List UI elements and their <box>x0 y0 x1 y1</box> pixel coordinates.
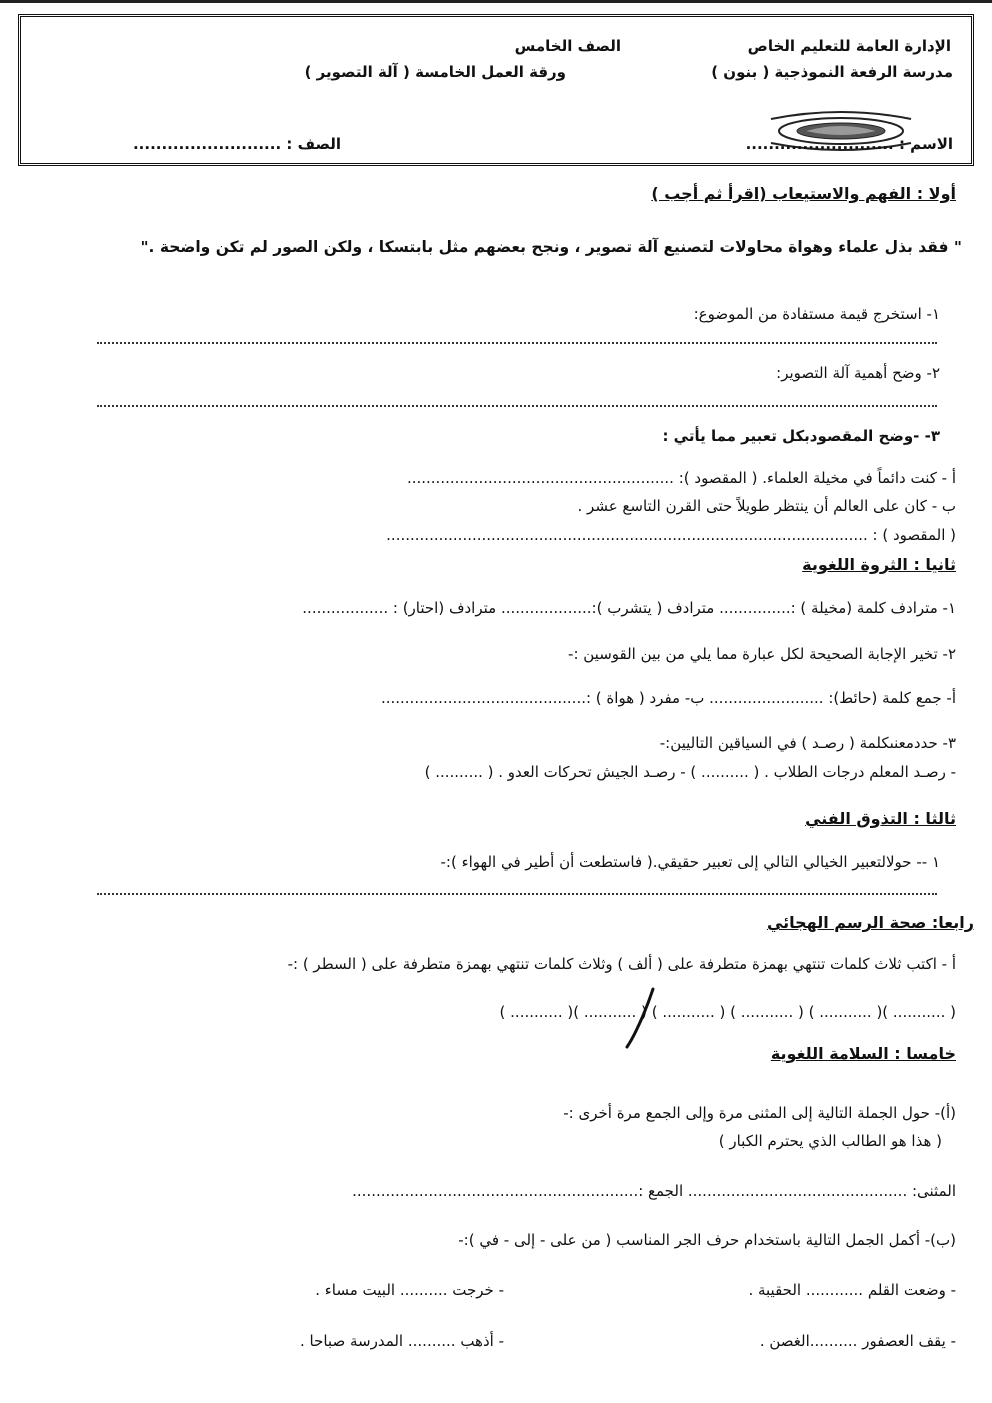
slash-mark-icon <box>615 985 665 1050</box>
section-5-title: خامسا : السلامة اللغوية <box>770 1044 956 1063</box>
hamza-blanks[interactable]: ( ........... )( ........... ) ( ........... ) ( ........... ) ( ........... )( ........... ) <box>499 1003 956 1021</box>
grade-label: الصف الخامس <box>514 37 621 55</box>
question-2-2-items[interactable]: أ- جمع كلمة (حائط): ........................ ب- مفرد ( هواة ) :........................................... <box>380 689 956 707</box>
section-2-title: ثانيا : الثروة اللغوية <box>802 555 956 574</box>
answer-line[interactable] <box>97 405 937 407</box>
question-5-b-r2c1[interactable]: - يقف العصفور ..........الغصن . <box>759 1332 956 1350</box>
question-1-2: ٢- وضح أهمية آلة التصوير: <box>776 364 940 382</box>
reading-passage: " فقد بذل علماء وهواة محاولات لتصنيع آلة تصوير ، ونجح بعضهم مثل بابتسكا ، ولكن الصور لم تكن واضحة ." <box>140 238 962 256</box>
question-3-1: ١ -- حولالتعبير الخيالي التالي إلى تعبير حقيقي.( فاستطعت أن أطير في الهواء ):- <box>440 853 940 871</box>
question-5-a-sentence: ( هذا هو الطالب الذي يحترم الكبار ) <box>718 1132 942 1150</box>
question-1-3-b: ب - كان على العالم أن ينتظر طويلاً حتى القرن التاسع عشر . <box>577 497 956 515</box>
section-4-title: رابعا: صحة الرسم الهجائي <box>766 913 974 932</box>
worksheet-title: ورقة العمل الخامسة ( آلة التصوير ) <box>304 63 566 81</box>
admin-title: الإدارة العامة للتعليم الخاص <box>747 37 951 55</box>
question-5-b-r1c1[interactable]: - وضعت القلم ............ الحقيبة . <box>748 1281 956 1299</box>
top-rule <box>0 0 992 3</box>
section-1-title: أولا : الفهم والاستيعاب (اقرأ ثم أجب ) <box>651 184 956 203</box>
school-name: مدرسة الرفعة النموذجية ( بنون ) <box>711 63 953 81</box>
question-5-b: (ب)- أكمل الجمل التالية باستخدام حرف الجر المناسب ( من على - إلى - في ):- <box>458 1231 956 1249</box>
question-5-a-answer[interactable]: المثنى: .............................................. الجمع :............................................................ <box>352 1182 956 1200</box>
answer-line[interactable] <box>97 893 937 895</box>
question-1-1: ١- استخرج قيمة مستفادة من الموضوع: <box>693 305 940 323</box>
question-5-b-r1c2[interactable]: - خرجت .......... البيت مساء . <box>315 1281 504 1299</box>
question-2-3-items[interactable]: - رصـد المعلم درجات الطلاب . ( .......... ) - رصـد الجيش تحركات العدو . ( .......... ) <box>424 763 956 781</box>
answer-line[interactable] <box>97 342 937 344</box>
question-1-3: ٣- -وضح المقصودبكل تعبير مما يأتي : <box>662 427 940 445</box>
header-box <box>18 14 974 166</box>
question-1-3-b-meaning[interactable]: ( المقصود ) : ..................................................................................................... <box>386 526 956 544</box>
class-field[interactable]: الصف : .......................... <box>132 135 341 153</box>
question-5-b-r2c2[interactable]: - أذهب .......... المدرسة صباحا . <box>299 1332 504 1350</box>
question-2-3: ٣- حددمعنىكلمة ( رصـد ) في السياقين التاليين:- <box>659 734 956 752</box>
section-3-title: ثالثا : التذوق الفني <box>805 809 956 828</box>
question-5-a: (أ)- حول الجملة التالية إلى المثنى مرة وإلى الجمع مرة أخرى :- <box>563 1104 956 1122</box>
question-4-1: أ - اكتب ثلاث كلمات تنتهي بهمزة متطرفة على ( ألف ) وثلاث كلمات تنتهي بهمزة متطرفة على ( السطر ) :- <box>287 955 956 973</box>
question-2-2: ٢- تخير الإجابة الصحيحة لكل عبارة مما يلي من بين القوسين :- <box>568 645 956 663</box>
name-field[interactable]: الاسم : .......................... <box>745 135 953 153</box>
question-2-1[interactable]: ١- مترادف كلمة (مخيلة ) :............... مترادف ( يتشرب ):................... مترادف (احتار) : .................. <box>302 599 956 617</box>
question-1-3-a[interactable]: أ - كنت دائماً في مخيلة العلماء. ( المقصود ): ........................................................ <box>406 469 956 487</box>
